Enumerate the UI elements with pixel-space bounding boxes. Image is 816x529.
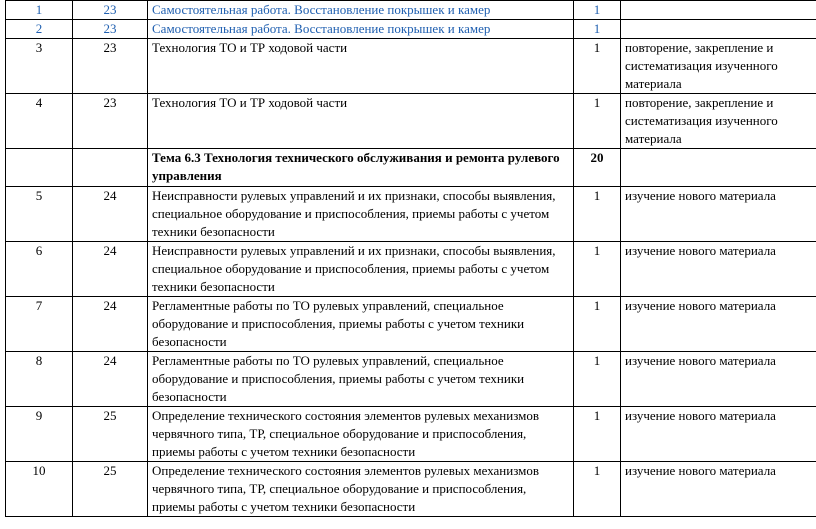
lesson-number-cell [73,149,148,187]
row-number-cell: 3 [6,39,73,94]
table-row [6,1,816,20]
lesson-type-cell: повторение, закрепление и систематизация изученного материала [621,39,816,94]
row-number-cell: 5 [6,187,73,242]
lesson-number-cell: 23 [73,39,148,94]
lesson-number-cell: 24 [73,352,148,407]
hours-cell: 1 [574,187,621,242]
topic-cell: Определение технического состояния элементов рулевых механизмов червячного типа, ТР, специальное оборудование и приспособления, приемы работы с учетом техники безопасности [148,407,574,462]
lesson-type-cell: изучение нового материала [621,242,816,297]
lesson-plan-table [5,0,816,517]
table-row [6,352,816,407]
topic-cell: Регламентные работы по ТО рулевых управлений, специальное оборудование и приспособления, приемы работы с учетом техники безопасности [148,352,574,407]
hours-cell: 1 [574,242,621,297]
table-row [6,407,816,462]
lesson-number-cell: 23 [73,94,148,149]
lesson-type-cell [621,1,816,20]
topic-cell: Неисправности рулевых управлений и их признаки, способы выявления, специальное оборудование и приспособления, приемы работы с учетом техники безопасности [148,187,574,242]
table-row [6,39,816,94]
hours-cell: 1 [574,407,621,462]
topic-cell: Тема 6.3 Технология технического обслуживания и ремонта рулевого управления [148,149,574,187]
topic-cell: Определение технического состояния элементов рулевых механизмов червячного типа, ТР, специальное оборудование и приспособления, приемы работы с учетом техники безопасности [148,462,574,517]
row-number-cell: 6 [6,242,73,297]
lesson-type-cell [621,149,816,187]
hours-cell: 1 [574,94,621,149]
topic-cell: Регламентные работы по ТО рулевых управлений, специальное оборудование и приспособления, приемы работы с учетом техники безопасности [148,297,574,352]
lesson-number-cell: 25 [73,407,148,462]
table-row [6,462,816,517]
lesson-number-cell: 24 [73,187,148,242]
lesson-number-cell: 24 [73,297,148,352]
lesson-type-cell: изучение нового материала [621,297,816,352]
row-number-cell: 7 [6,297,73,352]
lesson-type-cell [621,20,816,39]
lesson-type-cell: изучение нового материала [621,352,816,407]
lesson-number-cell: 23 [73,20,148,39]
row-number-cell: 1 [6,1,73,20]
row-number-cell: 9 [6,407,73,462]
table-row [6,187,816,242]
lesson-number-cell: 23 [73,1,148,20]
row-number-cell: 2 [6,20,73,39]
lesson-type-cell: изучение нового материала [621,462,816,517]
lesson-number-cell: 25 [73,462,148,517]
lesson-type-cell: повторение, закрепление и систематизация изученного материала [621,94,816,149]
hours-cell: 1 [574,297,621,352]
topic-cell: Технология ТО и ТР ходовой части [148,94,574,149]
row-number-cell: 8 [6,352,73,407]
topic-cell: Самостоятельная работа. Восстановление покрышек и камер [148,1,574,20]
hours-cell: 1 [574,462,621,517]
hours-cell: 1 [574,1,621,20]
lesson-number-cell: 24 [73,242,148,297]
lesson-type-cell: изучение нового материала [621,407,816,462]
row-number-cell [6,149,73,187]
topic-cell: Самостоятельная работа. Восстановление покрышек и камер [148,20,574,39]
table-row [6,94,816,149]
hours-cell: 1 [574,20,621,39]
table-row [6,242,816,297]
lesson-type-cell: изучение нового материала [621,187,816,242]
row-number-cell: 4 [6,94,73,149]
row-number-cell: 10 [6,462,73,517]
table-row [6,297,816,352]
table-row [6,20,816,39]
topic-cell: Технология ТО и ТР ходовой части [148,39,574,94]
topic-cell: Неисправности рулевых управлений и их признаки, способы выявления, специальное оборудование и приспособления, приемы работы с учетом техники безопасности [148,242,574,297]
section-row [6,149,816,187]
hours-cell: 1 [574,352,621,407]
hours-cell: 20 [574,149,621,187]
hours-cell: 1 [574,39,621,94]
